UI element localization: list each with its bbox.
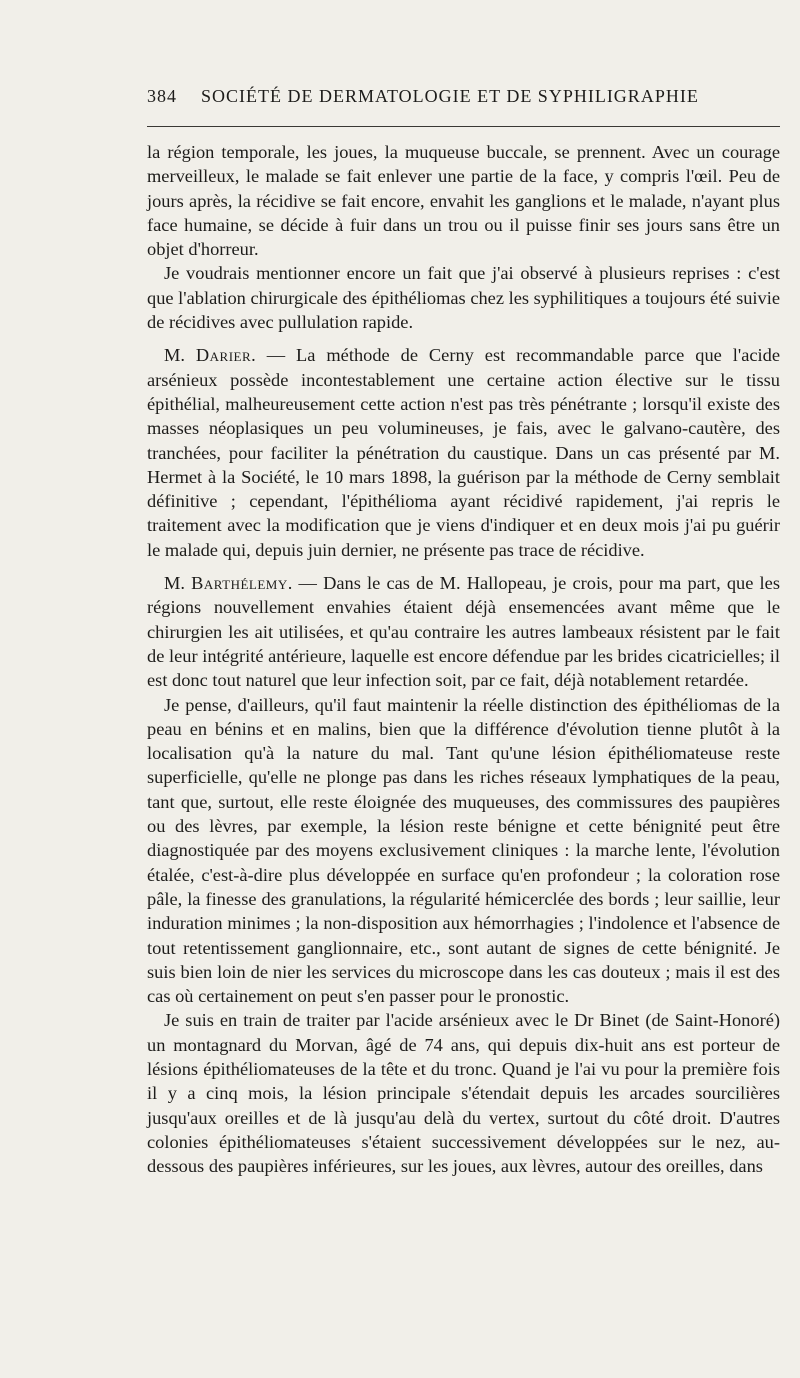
speaker-name: Barthélemy (191, 573, 288, 594)
paragraph: Je suis en train de traiter par l'acide arsénieux avec le Dr Binet (de Saint-Honoré) un montagnard du Morvan, âgé de 74 ans, qui depuis dix-huit ans est porteur de lésions épithéliomateuses de la tête et du tronc. Quand je l'ai vu pour la première fois il y a cinq mois, la lésion principale s'étendait depuis les arcades sourcilières jusqu'aux oreilles et de là jusqu'au delà du vertex, surtout du côté droit. D'autres colonies épithéliomateuses s'étaient successivement développées sur le nez, au-dessous des paupières inférieures, sur les joues, aux lèvres, autour des oreilles, dans (147, 1010, 780, 1177)
speaker-name: Darier (195, 345, 252, 366)
page-number: 384 (147, 86, 177, 106)
speaker-paragraph-barthelemy (147, 571, 780, 692)
paragraph: Je pense, d'ailleurs, qu'il faut maintenir la réelle distinction des épithéliomas de la peau en bénins et en malins, bien que la différence d'évolution tienne plutôt à la localisation qu'à la nature du mal. Tant qu'une lésion épithéliomateuse reste superficielle, qu'elle ne plonge pas dans les riches réseaux lymphatiques de la peau, tant que, surtout, elle reste éloignée des muqueuses, des commissures des paupières ou des lèvres, par exemple, la lésion reste bénigne et cette bénignité peut être diagnostiquée par des moyens exclusivement cliniques : la marche lente, l'évolution étalée, c'est-à-dire plus développée en surface qu'en profondeur ; la coloration rose pâle, la finesse des granulations, la régularité hémicerclée des bords ; leur saillie, leur induration minimes ; la non-disposition aux hémorrhagies ; l'indolence et l'absence de tout retentissement ganglionnaire, etc., sont autant de signes de cette bénignité. Je suis bien loin de nier les services du microscope dans les cas douteux ; mais il est des cas où certainement on peut s'en passer pour le pronostic. (147, 694, 780, 1007)
paragraph-text: . — Dans le cas de M. Hallopeau, je crois, pour ma part, que les régions nouvellement envahies étaient déjà ensemencées avant même que le chirurgien les ait utilisées, et qu'au contraire les autres lambeaux résistent par le fait de leur intégrité antérieure, laquelle est encore défendue par les brides cicatricielles; il est donc tout naturel que leur infection soit, par ce fait, déjà notablement retardée. (147, 573, 780, 691)
speaker-prefix: M. (164, 573, 192, 594)
paragraph: la région temporale, les joues, la muqueuse buccale, se prennent. Avec un courage merveilleux, le malade se fait enlever une partie de la face, y compris l'œil. Peu de jours après, la récidive se fait encore, envahit les ganglions et le malade, n'ayant plus face humaine, se décide à fuir dans un trou ou il puisse finir ses jours sans être un objet d'horreur. (147, 142, 780, 260)
speaker-paragraph-darier (147, 343, 780, 562)
body-text (147, 140, 780, 1178)
running-header (147, 86, 780, 107)
paragraph: Je voudrais mentionner encore un fait que j'ai observé à plusieurs reprises : c'est que l'ablation chirurgicale des épithéliomas chez les syphilitiques a toujours été suivie de récidives avec pullulation rapide. (147, 263, 780, 333)
running-title: SOCIÉTÉ DE DERMATOLOGIE ET DE SYPHILIGRAPHIE (201, 86, 699, 106)
speaker-prefix: M. (164, 345, 196, 366)
header-rule (147, 126, 780, 127)
paragraph-text: . — La méthode de Cerny est recommandable parce que l'acide arsénieux possède incontestablement une certaine action élective sur le tissu épithélial, malheureusement cette action n'est pas très pénétrante ; lorsqu'il existe des masses néoplasiques un peu volumineuses, je fais, avec le galvano-cautère, des tranchées, pour faciliter la pénétration du caustique. Dans un cas présenté par M. Hermet à la Société, le 10 mars 1898, la guérison par la méthode de Cerny semblait définitive ; cependant, l'épithélioma ayant récidivé rapidement, j'ai repris le traitement avec la modification que je viens d'indiquer et en deux mois j'ai pu guérir le malade qui, depuis juin dernier, ne présente pas trace de récidive. (147, 345, 780, 560)
